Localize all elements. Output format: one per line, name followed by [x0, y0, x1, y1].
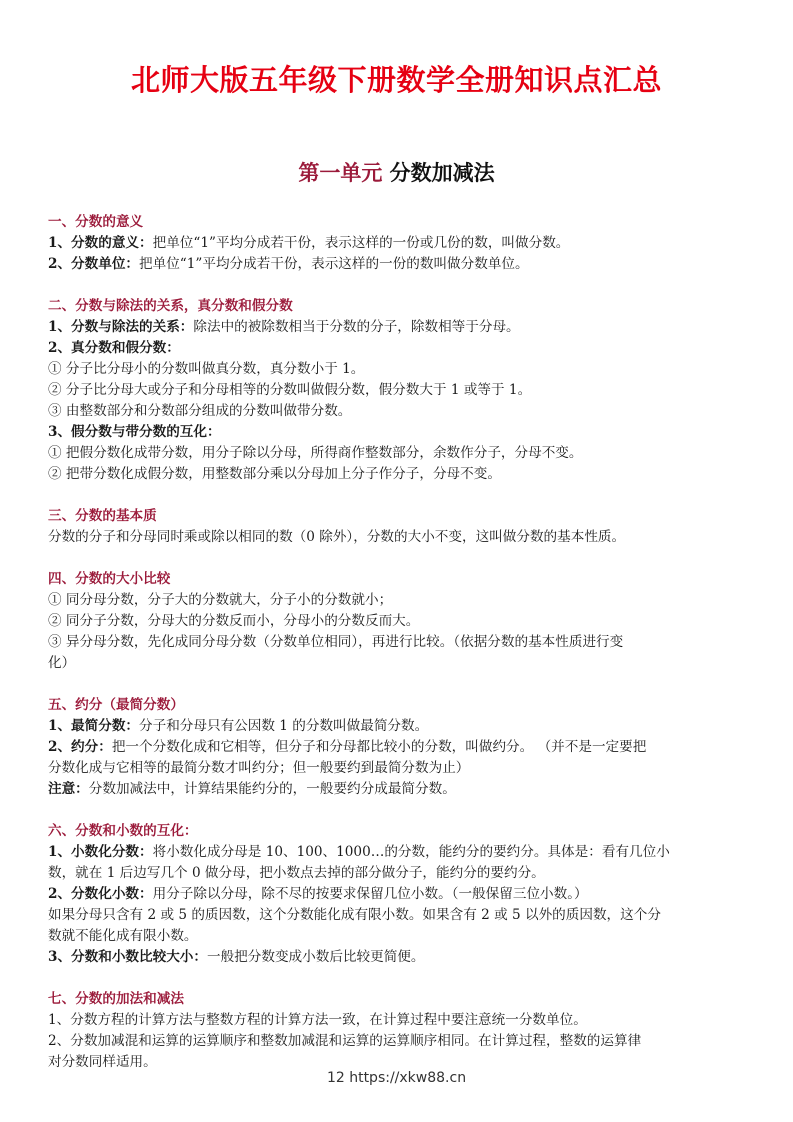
section-heading: 一、分数的意义: [48, 214, 144, 230]
term: 3、分数和小数比较大小：: [48, 949, 207, 965]
section-compare-fractions: [48, 569, 748, 674]
text-line: [48, 233, 748, 254]
unit-heading: [0, 158, 793, 188]
text-line: 对分数同样适用。: [48, 1054, 157, 1070]
text-line: [48, 737, 748, 758]
text-line: ① 同分母分数，分子大的分数就大，分子小的分数就小；: [48, 592, 393, 608]
text-line: 2、分数加减混和运算的运算顺序和整数加减混和运算的运算顺序相同。在计算过程，整数的运算律: [48, 1033, 642, 1049]
unit-topic: 分数加减法: [389, 161, 495, 185]
subheading: 3、假分数与带分数的互化：: [48, 424, 221, 440]
text-line: ② 同分子分数，分母大的分数反而小，分母小的分数反而大。: [48, 613, 420, 629]
text-line: ① 把假分数化成带分数，用分子除以分母，所得商作整数部分，余数作分子，分母不变。: [48, 445, 583, 461]
term: 1、最简分数：: [48, 718, 140, 734]
term: 1、分数的意义：: [48, 235, 153, 251]
section-basic-property: [48, 506, 748, 548]
text-line: 分数的分子和分母同时乘或除以相同的数（0 除外），分数的大小不变，这叫做分数的基本性质。: [48, 529, 626, 545]
definition: 分数加减法中，计算结果能约分的，一般要约分成最简分数。: [88, 781, 456, 797]
definition: 把单位“1”平均分成若干份，表示这样的一份的数叫做分数单位。: [139, 256, 529, 272]
text-line: [48, 254, 748, 275]
section-fraction-decimal: [48, 821, 748, 968]
text-line: ③ 由整数部分和分数部分组成的分数叫做带分数。: [48, 403, 352, 419]
page-footer: 12 https://xkw88.cn: [326, 1070, 467, 1086]
definition: 用分子除以分母，除不尽的按要求保留几位小数。（一般保留三位小数。）: [152, 886, 588, 902]
text-line: ② 分子比分母大或分子和分母相等的分数叫做假分数，假分数大于 1 或等于 1。: [48, 382, 532, 398]
text-line: 化）: [48, 655, 76, 671]
definition: 除法中的被除数相当于分数的分子，除数相等于分母。: [193, 319, 520, 335]
definition: 把一个分数化成和它相等，但分子和分母都比较小的分数，叫做约分。 （并不是一定要把: [111, 739, 647, 755]
text-line: [48, 947, 748, 968]
text-line: 数就不能化成有限小数。: [48, 928, 198, 944]
section-meaning-of-fractions: [48, 212, 748, 275]
term: 1、分数与除法的关系：: [48, 319, 194, 335]
term: 2、分数单位：: [48, 256, 140, 272]
text-line: ② 把带分数化成假分数，用整数部分乘以分母加上分子作分子，分母不变。: [48, 466, 501, 482]
definition: 把单位“1”平均分成若干份，表示这样的一份或几份的数，叫做分数。: [152, 235, 570, 251]
section-heading: 七、分数的加法和减法: [48, 991, 184, 1007]
unit-name: 第一单元: [298, 161, 383, 185]
term: 注意：: [48, 781, 89, 797]
section-heading: 二、分数与除法的关系，真分数和假分数: [48, 298, 293, 314]
section-simplify: [48, 695, 748, 800]
section-addition-subtraction: [48, 989, 748, 1073]
document-body: [48, 212, 748, 1094]
section-heading: 四、分数的大小比较: [48, 571, 171, 587]
text-line: 1、分数方程的计算方法与整数方程的计算方法一致，在计算过程中要注意统一分数单位。: [48, 1012, 587, 1028]
text-line: [48, 317, 748, 338]
section-fraction-division: [48, 296, 748, 485]
text-line: ① 分子比分母小的分数叫做真分数，真分数小于 1。: [48, 361, 365, 377]
text-line: 数，就在 1 后边写几个 0 做分母，把小数点去掉的部分做分子，能约分的要约分。: [48, 865, 545, 881]
definition: 分子和分母只有公因数 1 的分数叫做最简分数。: [139, 718, 429, 734]
section-heading: 三、分数的基本质: [48, 508, 157, 524]
definition: 将小数化成分母是 10、100、1000…的分数，能约分的要约分。具体是：看有几位小: [152, 844, 670, 860]
term: 1、小数化分数：: [48, 844, 153, 860]
term: 2、约分：: [48, 739, 112, 755]
text-line: [48, 884, 748, 905]
text-line: [48, 716, 748, 737]
document-title: 北师大版五年级下册数学全册知识点汇总: [130, 63, 662, 97]
section-heading: 五、约分（最简分数）: [48, 697, 184, 713]
text-line: [48, 842, 748, 863]
term: 2、分数化小数：: [48, 886, 153, 902]
text-line: [48, 779, 748, 800]
subheading: 2、真分数和假分数：: [48, 340, 180, 356]
section-heading: 六、分数和小数的互化：: [48, 823, 198, 839]
text-line: ③ 异分母分数，先化成同分母分数（分数单位相同），再进行比较。（依据分数的基本性质进行变: [48, 634, 624, 650]
definition: 一般把分数变成小数后比较更简便。: [207, 949, 425, 965]
text-line: 如果分母只含有 2 或 5 的质因数，这个分数能化成有限小数。如果含有 2 或 5 以外的质因数，这个分: [48, 907, 661, 923]
text-line: 分数化成与它相等的最简分数才叫约分；但一般要约到最简分数为止）: [48, 760, 470, 776]
